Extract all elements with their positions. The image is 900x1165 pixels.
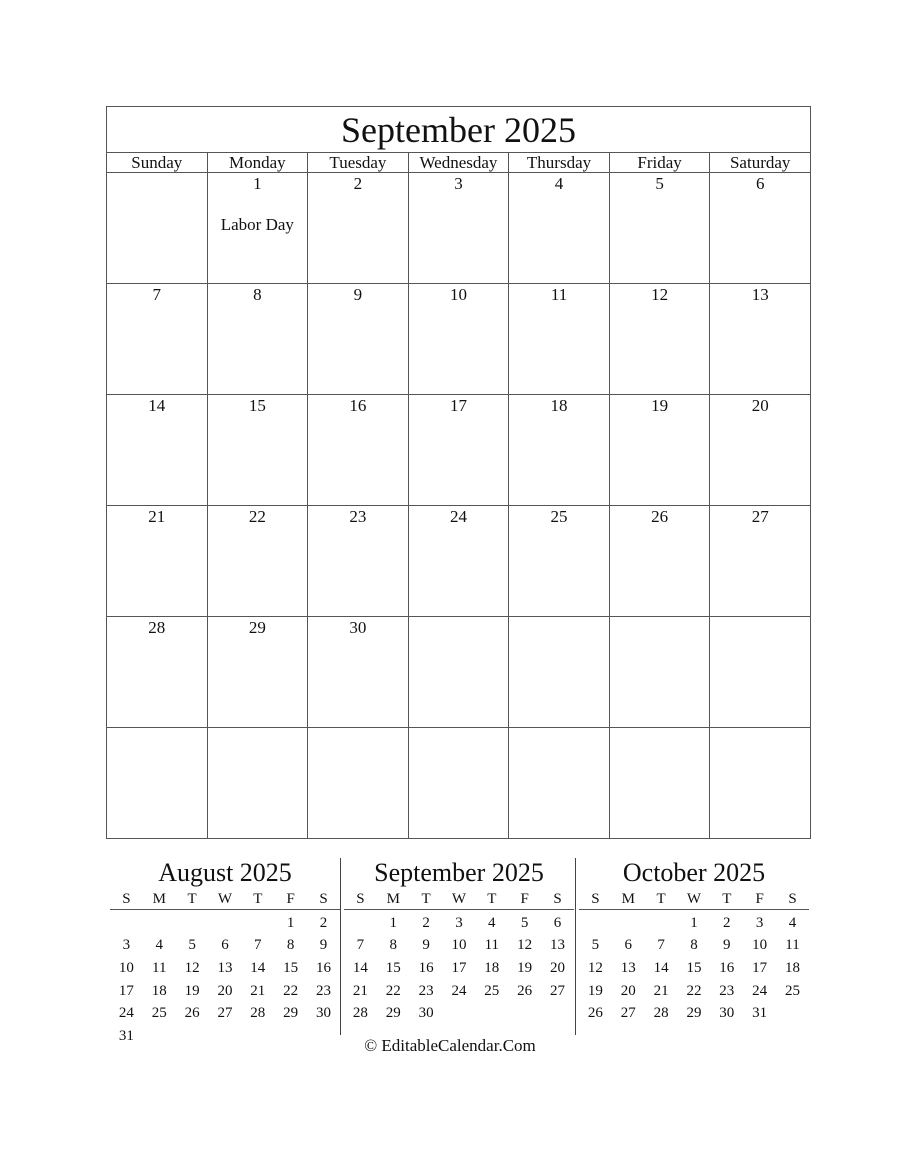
- mini-day: 19: [517, 959, 533, 976]
- mini-weekday: F: [274, 889, 307, 910]
- mini-day: 1: [286, 914, 295, 931]
- mini-day: 8: [690, 937, 698, 954]
- week-row: [107, 728, 811, 839]
- week-row: [107, 284, 811, 395]
- mini-weekday: M: [143, 889, 176, 910]
- week-row: [107, 617, 811, 728]
- day-cell[interactable]: [710, 728, 811, 839]
- weekday-wednesday: Wednesday: [408, 153, 509, 173]
- day-number: [509, 617, 609, 618]
- mini-day: 31: [118, 1027, 134, 1044]
- mini-day: 10: [118, 959, 134, 976]
- mini-day: 11: [152, 959, 167, 976]
- day-number: 29: [248, 618, 266, 637]
- mini-day: 30: [418, 1005, 434, 1022]
- mini-calendar-grid: [344, 889, 574, 1048]
- column-divider: [575, 858, 576, 1035]
- mini-day: 7: [254, 937, 262, 954]
- mini-week-row: [579, 910, 809, 935]
- mini-day: 3: [755, 914, 764, 931]
- mini-day: 10: [752, 937, 768, 954]
- mini-day: 14: [352, 959, 368, 976]
- mini-week-row: [110, 1002, 340, 1025]
- day-cell[interactable]: [609, 284, 710, 395]
- day-cell[interactable]: [509, 395, 610, 506]
- week-row: [107, 173, 811, 284]
- mini-day: 7: [657, 937, 665, 954]
- day-cell[interactable]: [609, 506, 710, 617]
- day-number: 25: [550, 507, 568, 526]
- mini-day: 12: [184, 959, 200, 976]
- mini-day: 29: [385, 1005, 401, 1022]
- mini-weekday: T: [410, 889, 443, 910]
- mini-day: 31: [752, 1005, 768, 1022]
- mini-day: 25: [785, 982, 801, 999]
- day-cell[interactable]: [509, 284, 610, 395]
- day-number: 20: [751, 396, 769, 415]
- mini-day: 25: [484, 982, 500, 999]
- mini-weekday: M: [612, 889, 645, 910]
- mini-week-row: [579, 957, 809, 980]
- day-cell[interactable]: [207, 728, 308, 839]
- mini-week-row: [110, 980, 340, 1003]
- mini-day: 6: [553, 914, 562, 931]
- day-cell[interactable]: [107, 506, 208, 617]
- day-cell[interactable]: [509, 617, 610, 728]
- mini-day: 28: [653, 1005, 669, 1022]
- mini-day: 23: [418, 982, 434, 999]
- mini-weekday-row: [110, 889, 340, 910]
- mini-day: 21: [250, 982, 266, 999]
- mini-day: 3: [122, 937, 131, 954]
- mini-day: 9: [422, 937, 430, 954]
- day-number: [710, 728, 810, 729]
- day-cell[interactable]: [408, 284, 509, 395]
- day-cell[interactable]: [609, 395, 710, 506]
- mini-day: [579, 910, 612, 935]
- mini-day: 2: [422, 914, 430, 931]
- mini-day: 30: [719, 1005, 735, 1022]
- day-number: 6: [755, 174, 765, 193]
- mini-day: 4: [788, 914, 797, 931]
- mini-day: 20: [550, 959, 566, 976]
- mini-day: 22: [686, 982, 702, 999]
- mini-day: [143, 910, 176, 935]
- day-cell[interactable]: [609, 173, 710, 284]
- mini-day: 8: [389, 937, 398, 954]
- mini-day: 4: [155, 937, 164, 954]
- day-number: [710, 617, 810, 618]
- mini-day: 6: [221, 937, 229, 954]
- mini-weekday: F: [508, 889, 541, 910]
- day-cell[interactable]: [308, 173, 409, 284]
- mini-day: 1: [690, 914, 698, 931]
- mini-day: 23: [719, 982, 735, 999]
- mini-day: 5: [520, 914, 529, 931]
- day-number: 9: [353, 285, 363, 304]
- day-number: 23: [349, 507, 367, 526]
- day-number: 5: [655, 174, 664, 193]
- day-number: [409, 617, 509, 618]
- mini-day: 5: [591, 937, 600, 954]
- day-cell[interactable]: [308, 284, 409, 395]
- day-number: 27: [751, 507, 769, 526]
- mini-day: [443, 1002, 476, 1025]
- mini-day: 28: [352, 1005, 368, 1022]
- mini-day: 15: [283, 959, 299, 976]
- day-cell[interactable]: [408, 728, 509, 839]
- mini-day: 19: [184, 982, 200, 999]
- mini-day: 24: [451, 982, 467, 999]
- weekday-tuesday: Tuesday: [308, 153, 409, 173]
- column-divider: [340, 858, 341, 1035]
- day-number: 28: [148, 618, 166, 637]
- day-number: 2: [353, 174, 363, 193]
- mini-day: 12: [517, 937, 533, 954]
- day-cell[interactable]: [609, 728, 710, 839]
- mini-day: 17: [118, 982, 134, 999]
- day-number: [610, 728, 710, 729]
- mini-day: 16: [719, 959, 735, 976]
- mini-day: 13: [550, 937, 566, 954]
- day-number: 24: [449, 507, 467, 526]
- mini-day: 30: [316, 1005, 332, 1022]
- mini-day: [344, 910, 377, 935]
- mini-day: [612, 910, 645, 935]
- day-cell[interactable]: [308, 617, 409, 728]
- mini-day: 5: [188, 937, 196, 954]
- mini-weekday: W: [443, 889, 476, 910]
- calendar-grid: [107, 173, 811, 839]
- mini-day: 2: [723, 914, 731, 931]
- mini-weekday: M: [377, 889, 410, 910]
- day-cell[interactable]: [408, 173, 509, 284]
- day-cell[interactable]: [107, 173, 208, 284]
- day-number: 21: [148, 507, 166, 526]
- mini-weekday: F: [743, 889, 776, 910]
- mini-day: 17: [451, 959, 467, 976]
- day-number: 18: [550, 396, 568, 415]
- mini-day: 24: [752, 982, 768, 999]
- mini-day: 18: [151, 982, 167, 999]
- mini-day: 23: [316, 982, 332, 999]
- day-number: [509, 728, 609, 729]
- day-cell[interactable]: [710, 506, 811, 617]
- mini-weekday: T: [475, 889, 508, 910]
- mini-week-row: [344, 980, 574, 1003]
- day-number: 1: [253, 174, 262, 193]
- day-number: [308, 728, 408, 729]
- mini-day: 29: [686, 1005, 702, 1022]
- day-number: 11: [550, 285, 568, 304]
- day-cell[interactable]: [107, 284, 208, 395]
- mini-calendar-title: August 2025: [158, 858, 292, 887]
- weekday-monday: Monday: [207, 153, 308, 173]
- day-cell[interactable]: [710, 284, 811, 395]
- day-cell[interactable]: [207, 284, 308, 395]
- day-number: [107, 728, 207, 729]
- mini-weekday: T: [176, 889, 209, 910]
- day-cell[interactable]: [107, 395, 208, 506]
- holiday-note: Labor Day: [220, 215, 294, 234]
- weekday-thursday: Thursday: [509, 153, 610, 173]
- mini-day: 21: [653, 982, 669, 999]
- mini-day: 21: [352, 982, 368, 999]
- mini-weekday-row: [344, 889, 574, 910]
- mini-day: [475, 1002, 508, 1025]
- mini-day: 25: [151, 1005, 167, 1022]
- mini-day: 26: [587, 1005, 603, 1022]
- week-row: [107, 395, 811, 506]
- mini-calendar-title: October 2025: [622, 858, 766, 887]
- day-cell[interactable]: [308, 728, 409, 839]
- mini-day: 11: [785, 937, 800, 954]
- day-cell[interactable]: [207, 173, 308, 284]
- day-cell[interactable]: [107, 728, 208, 839]
- mini-day: 16: [316, 959, 332, 976]
- mini-calendar-october: [579, 858, 809, 1048]
- mini-weekday: S: [307, 889, 340, 910]
- day-number: 26: [651, 507, 669, 526]
- mini-week-row: [110, 957, 340, 980]
- day-number: 8: [253, 285, 262, 304]
- calendar-title: September 2025: [107, 107, 811, 153]
- day-number: [107, 173, 207, 174]
- mini-day: 18: [484, 959, 500, 976]
- mini-day: 1: [389, 914, 398, 931]
- mini-day: 15: [686, 959, 702, 976]
- day-cell[interactable]: [710, 395, 811, 506]
- mini-week-row: [344, 910, 574, 935]
- day-number: 22: [248, 507, 266, 526]
- weekday-sunday: Sunday: [107, 153, 208, 173]
- mini-day: 10: [451, 937, 467, 954]
- mini-calendar-grid: [110, 889, 340, 1048]
- day-number: 14: [148, 396, 166, 415]
- mini-weekday: T: [710, 889, 743, 910]
- day-cell[interactable]: [509, 506, 610, 617]
- mini-day: 17: [752, 959, 768, 976]
- day-cell[interactable]: [107, 617, 208, 728]
- mini-day: 16: [418, 959, 434, 976]
- mini-day: 22: [385, 982, 401, 999]
- mini-day: 28: [250, 1005, 266, 1022]
- mini-calendar-september: [344, 858, 574, 1048]
- mini-day: [541, 1002, 574, 1025]
- mini-day: 13: [217, 959, 233, 976]
- mini-weekday: W: [209, 889, 242, 910]
- mini-week-row: [110, 935, 340, 958]
- mini-week-row: [344, 957, 574, 980]
- mini-week-row: [344, 1002, 574, 1025]
- day-cell[interactable]: [509, 173, 610, 284]
- mini-day: 19: [587, 982, 603, 999]
- mini-calendar-grid: [579, 889, 809, 1048]
- day-number: 16: [349, 396, 367, 415]
- mini-day: 11: [484, 937, 500, 954]
- mini-calendar-title: September 2025: [374, 858, 544, 887]
- mini-day: 7: [356, 937, 365, 954]
- weekday-friday: Friday: [609, 153, 710, 173]
- day-cell[interactable]: [710, 617, 811, 728]
- mini-day: 18: [785, 959, 801, 976]
- mini-week-row: [579, 935, 809, 958]
- day-number: 30: [349, 618, 367, 637]
- mini-day: 8: [286, 937, 295, 954]
- mini-weekday: W: [678, 889, 711, 910]
- day-cell[interactable]: [207, 506, 308, 617]
- mini-day: [645, 910, 678, 935]
- day-cell[interactable]: [308, 395, 409, 506]
- mini-day: 27: [550, 982, 566, 999]
- mini-day: [209, 910, 242, 935]
- mini-day: 6: [624, 937, 633, 954]
- mini-day: 24: [118, 1005, 134, 1022]
- day-cell[interactable]: [509, 728, 610, 839]
- mini-day: 9: [723, 937, 731, 954]
- mini-day: 29: [283, 1005, 299, 1022]
- weekday-header-row: [107, 153, 811, 173]
- day-number: 12: [651, 285, 669, 304]
- copyright-footer: © EditableCalendar.Com: [364, 1036, 536, 1055]
- mini-weekday: T: [645, 889, 678, 910]
- mini-week-row: [110, 910, 340, 935]
- day-number: [610, 617, 710, 618]
- day-cell[interactable]: [308, 506, 409, 617]
- day-number: 10: [449, 285, 467, 304]
- mini-weekday: S: [110, 889, 143, 910]
- mini-day: 26: [517, 982, 533, 999]
- day-cell[interactable]: [408, 395, 509, 506]
- mini-week-row: [579, 1002, 809, 1025]
- day-cell[interactable]: [207, 617, 308, 728]
- weekday-saturday: Saturday: [710, 153, 811, 173]
- mini-weekday-row: [579, 889, 809, 910]
- week-row: [107, 506, 811, 617]
- mini-day: 14: [653, 959, 669, 976]
- mini-weekday: S: [541, 889, 574, 910]
- mini-weekday: S: [344, 889, 377, 910]
- day-number: 3: [454, 174, 463, 193]
- mini-day: 20: [620, 982, 636, 999]
- day-cell[interactable]: [408, 506, 509, 617]
- mini-day: 3: [455, 914, 463, 931]
- day-cell[interactable]: [609, 617, 710, 728]
- day-number: 7: [152, 285, 162, 304]
- mini-day: 20: [217, 982, 233, 999]
- day-number: 4: [554, 174, 564, 193]
- day-cell[interactable]: [408, 617, 509, 728]
- day-number: 17: [449, 396, 467, 415]
- mini-day: [508, 1002, 541, 1025]
- mini-weekday: S: [579, 889, 612, 910]
- day-number: 19: [651, 396, 669, 415]
- mini-day: [241, 910, 274, 935]
- mini-day: 12: [587, 959, 603, 976]
- mini-week-row: [579, 980, 809, 1003]
- mini-day: [776, 1002, 809, 1025]
- mini-day: 14: [250, 959, 266, 976]
- day-cell[interactable]: [710, 173, 811, 284]
- day-number: 13: [751, 285, 769, 304]
- mini-day: [176, 910, 209, 935]
- day-number: [409, 728, 509, 729]
- mini-day: 13: [620, 959, 636, 976]
- mini-day: 9: [319, 937, 328, 954]
- mini-day: 26: [184, 1005, 200, 1022]
- mini-day: 15: [385, 959, 401, 976]
- mini-day: 2: [319, 914, 328, 931]
- day-number: [208, 728, 308, 729]
- mini-calendar-august: [110, 858, 340, 1048]
- mini-day: 27: [217, 1005, 233, 1022]
- mini-day: [110, 910, 143, 935]
- mini-day: 4: [488, 914, 496, 931]
- mini-day: 22: [283, 982, 299, 999]
- mini-day: 27: [620, 1005, 636, 1022]
- mini-weekday: T: [241, 889, 274, 910]
- day-number: 15: [248, 396, 266, 415]
- mini-week-row: [344, 935, 574, 958]
- day-cell[interactable]: [207, 395, 308, 506]
- mini-weekday: S: [776, 889, 809, 910]
- main-calendar: [106, 106, 811, 839]
